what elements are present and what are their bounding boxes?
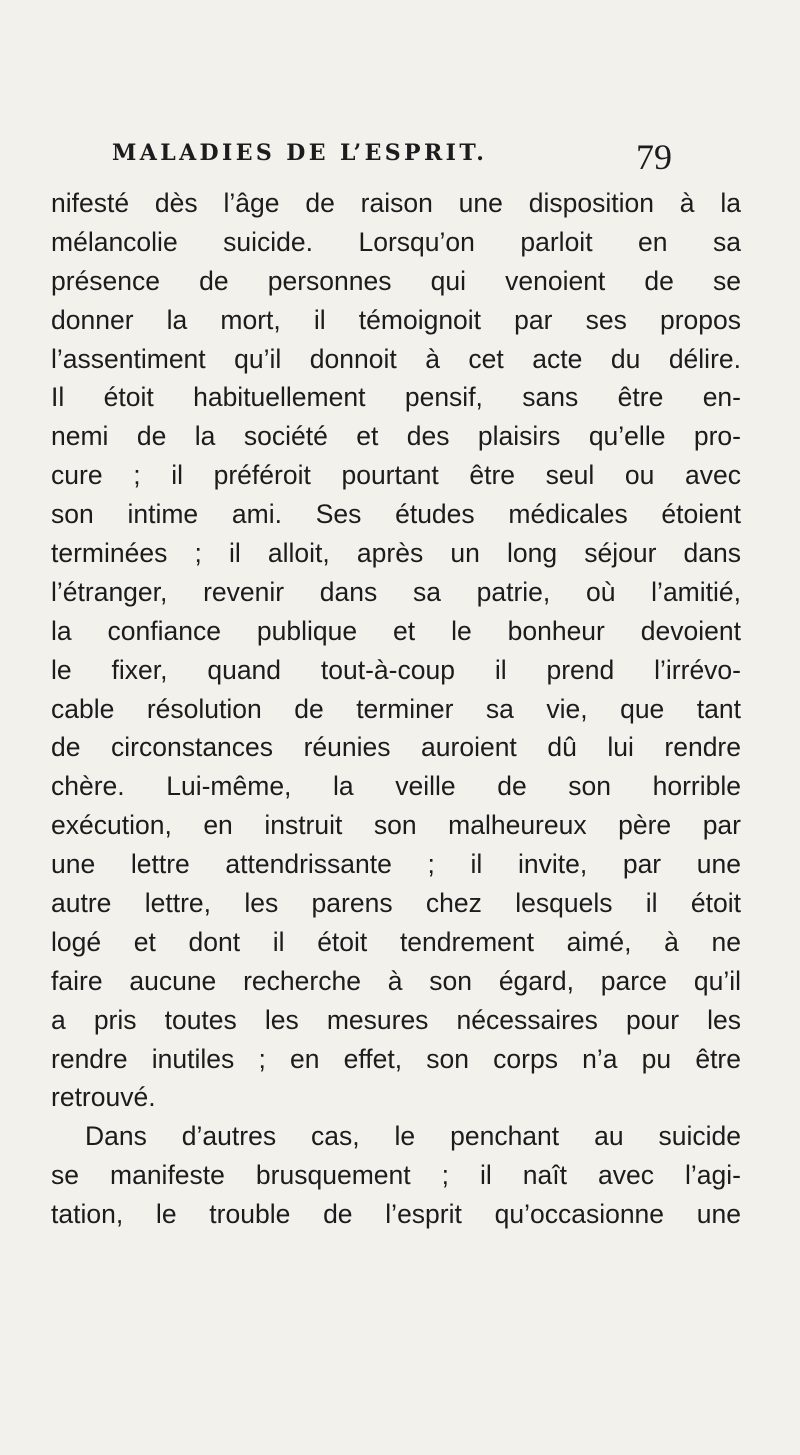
text-line: nifesté dès l’âge de raison une disposition à la — [51, 188, 741, 218]
text-line: retrouvé. — [51, 1082, 156, 1113]
text-line: la confiance publique et le bonheur devoient — [51, 615, 741, 646]
text-line: faire aucune recherche à son égard, parce qu’il — [51, 965, 741, 996]
text-line: terminées ; il alloit, après un long séjour dans — [51, 538, 741, 569]
text-line: se manifeste brusquement ; il naît avec l’agi- — [51, 1160, 741, 1191]
running-head: MALADIES DE L’ESPRIT. — [112, 140, 488, 166]
page-number: 79 — [636, 137, 672, 177]
text-line: donner la mort, il témoignoit par ses propos — [51, 304, 741, 335]
text-line: de circonstances réunies auroient dû lui rendre — [51, 732, 741, 763]
text-line: une lettre attendrissante ; il invite, par une — [51, 849, 741, 880]
text-line: nemi de la société et des plaisirs qu’elle pro- — [51, 421, 741, 452]
text-line: cure ; il préféroit pourtant être seul ou avec — [51, 460, 741, 491]
text-line: Il étoit habituellement pensif, sans être en- — [51, 382, 741, 413]
body-text — [51, 184, 741, 1234]
text-line: chère. Lui-même, la veille de son horrible — [51, 771, 741, 802]
text-line: son intime ami. Ses études médicales étoient — [51, 499, 741, 530]
text-line: le fixer, quand tout-à-coup il prend l’irrévo- — [51, 654, 741, 685]
text-line: autre lettre, les parens chez lesquels il étoit — [51, 888, 741, 919]
text-line: rendre inutiles ; en effet, son corps n’a pu être — [51, 1043, 741, 1074]
text-line: l’étranger, revenir dans sa patrie, où l’amitié, — [51, 576, 741, 607]
page-header — [112, 137, 672, 180]
text-line: mélancolie suicide. Lorsqu’on parloit en sa — [51, 226, 741, 257]
text-line: l’assentiment qu’il donnoit à cet acte du délire. — [51, 343, 741, 374]
text-line: a pris toutes les mesures nécessaires pour les — [51, 1004, 741, 1035]
text-line: logé et dont il étoit tendrement aimé, à ne — [51, 926, 741, 957]
text-line: tation, le trouble de l’esprit qu’occasionne une — [51, 1199, 741, 1230]
text-line: exécution, en instruit son malheureux père par — [51, 810, 741, 841]
text-line: cable résolution de terminer sa vie, que tant — [51, 693, 741, 724]
text-line: présence de personnes qui venoient de se — [51, 265, 741, 296]
paragraph-start-line: Dans d’autres cas, le penchant au suicide — [85, 1121, 741, 1152]
